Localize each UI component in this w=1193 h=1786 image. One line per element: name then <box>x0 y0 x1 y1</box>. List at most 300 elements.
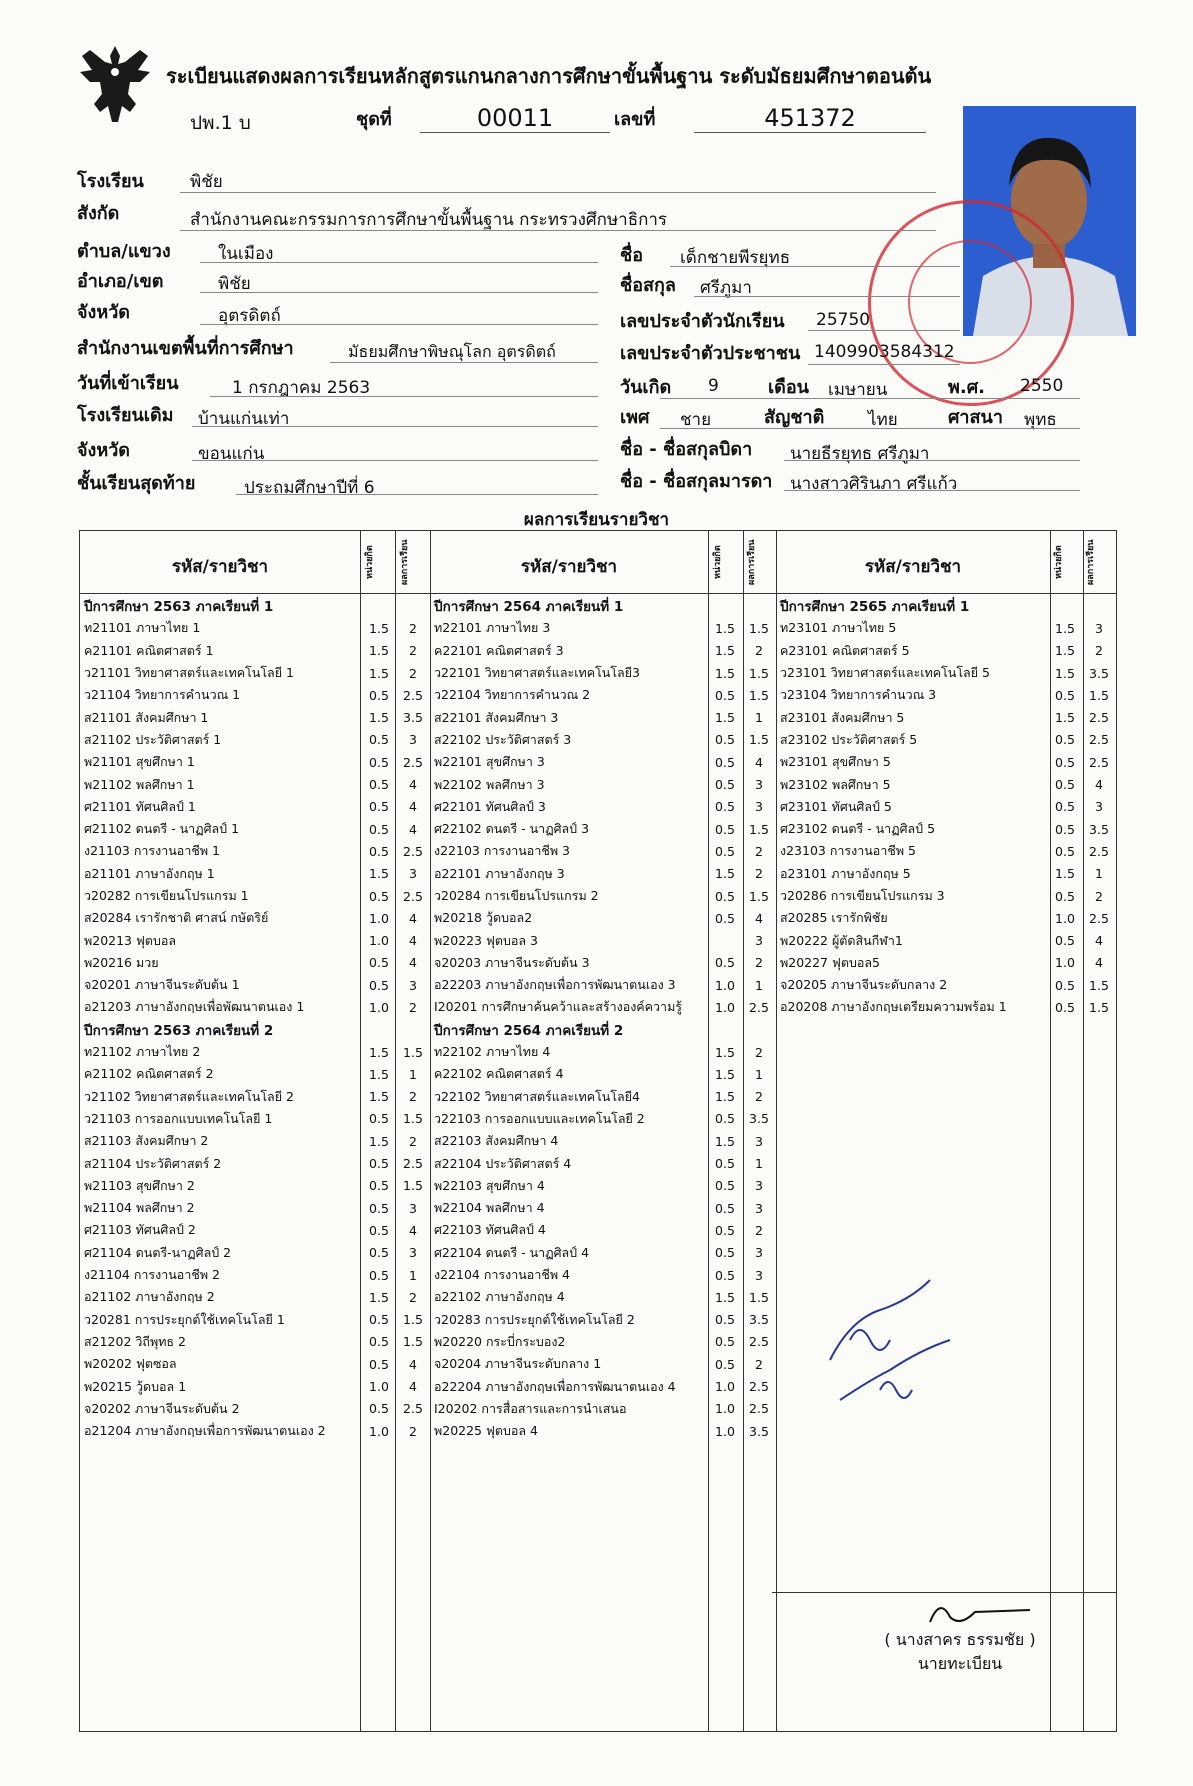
subject-name: ศ21103 ทัศนศิลป์ 2 <box>84 1222 196 1238</box>
subject-grade: 3 <box>755 933 763 949</box>
subject-grade: 2.5 <box>403 1401 423 1417</box>
subject-name: ศ21104 ดนตรี-นาฏศิลป์ 2 <box>84 1244 232 1260</box>
subject-credit: 1.0 <box>369 999 389 1015</box>
subject-row <box>434 974 776 996</box>
credit-header-3: หน่วยกิต <box>1054 545 1064 579</box>
subject-grade: 2 <box>755 643 763 659</box>
subject-credit: 1.5 <box>715 665 735 681</box>
subject-name: อ22102 ภาษาอังกฤษ 4 <box>434 1289 565 1305</box>
subject-row <box>434 1152 776 1174</box>
subject-row <box>84 818 430 840</box>
subject-credit: 0.5 <box>369 799 389 815</box>
subject-grade: 1.5 <box>749 620 769 636</box>
subject-grade: 1 <box>755 1066 763 1082</box>
subject-name: ง23103 การงานอาชีพ 5 <box>780 843 916 859</box>
subject-credit: 0.5 <box>369 777 389 793</box>
subject-name: ส22102 ประวัติศาสตร์ 3 <box>434 731 572 747</box>
subject-name: ง21104 การงานอาชีพ 2 <box>84 1267 220 1283</box>
subject-credit: 1.5 <box>369 866 389 882</box>
subject-grade: 2 <box>755 955 763 971</box>
subject-grade: 4 <box>1095 933 1103 949</box>
subject-credit: 0.5 <box>369 1356 389 1372</box>
subject-credit: 1.5 <box>715 1066 735 1082</box>
subject-row <box>434 1353 776 1375</box>
subject-name: ศ22104 ดนตรี - นาฏศิลป์ 4 <box>434 1244 590 1260</box>
registrar-role: นายทะเบียน <box>917 1654 1003 1673</box>
subject-row <box>434 1086 776 1108</box>
subject-row <box>434 1420 776 1442</box>
subject-name: พ20225 ฟุตบอล 4 <box>434 1423 538 1439</box>
subject-row <box>84 640 430 662</box>
subject-row <box>780 662 1116 684</box>
subject-credit: 1.5 <box>715 620 735 636</box>
number-label: เลขที่ <box>614 109 656 130</box>
surname-label: ชื่อสกุล <box>620 275 676 296</box>
affiliation-label: สังกัด <box>77 203 120 224</box>
subject-grade: 1.5 <box>403 1178 423 1194</box>
results-column-1 <box>84 595 430 1442</box>
subject-row <box>780 617 1116 639</box>
subject-grade: 3 <box>409 732 417 748</box>
subject-credit: 0.5 <box>715 955 735 971</box>
subject-name: ส21101 สังคมศึกษา 1 <box>84 709 209 725</box>
subject-name: ว21101 วิทยาศาสตร์และเทคโนโลยี 1 <box>84 665 294 681</box>
subject-credit: 1.5 <box>715 710 735 726</box>
subject-row <box>84 840 430 862</box>
subject-grade: 2 <box>409 1133 417 1149</box>
citizen-id-label: เลขประจำตัวประชาชน <box>620 343 801 364</box>
subject-grade: 3 <box>1095 620 1103 636</box>
subject-row <box>84 1420 430 1442</box>
subject-grade: 1.5 <box>403 1111 423 1127</box>
subject-credit: 1.5 <box>1055 643 1075 659</box>
subject-credit: 0.5 <box>1055 843 1075 859</box>
subject-grade: 2.5 <box>403 888 423 904</box>
subject-name: จ20201 ภาษาจีนระดับต้น 1 <box>84 977 240 993</box>
subject-row <box>84 907 430 929</box>
amphoe-value: พิชัย <box>218 274 251 294</box>
subject-name: พ21103 สุขศึกษา 2 <box>84 1177 195 1193</box>
subject-credit: 1.5 <box>369 1089 389 1105</box>
subject-credit: 0.5 <box>715 843 735 859</box>
student-id-label: เลขประจำตัวนักเรียน <box>620 311 785 332</box>
subject-name: ส22101 สังคมศึกษา 3 <box>434 709 559 725</box>
subject-row <box>780 751 1116 773</box>
subject-credit: 0.5 <box>715 1156 735 1172</box>
subject-row <box>84 1286 430 1308</box>
subject-row <box>434 952 776 974</box>
subject-header-3: รหัส/รายวิชา <box>864 557 962 577</box>
subject-credit: 0.5 <box>715 687 735 703</box>
subject-grade: 1.5 <box>749 732 769 748</box>
subject-grade: 1 <box>755 710 763 726</box>
subject-name: พ20218 วู้ดบอล2 <box>434 910 533 926</box>
subject-credit: 1.0 <box>369 910 389 926</box>
subject-header-1: รหัส/รายวิชา <box>171 557 269 577</box>
subject-grade: 2 <box>409 620 417 636</box>
subject-row <box>434 773 776 795</box>
subject-credit: 0.5 <box>715 910 735 926</box>
subject-grade: 3 <box>755 1200 763 1216</box>
subject-name: ส21202 วิถีพุทธ 2 <box>84 1333 186 1349</box>
area-label: สำนักงานเขตพื้นที่การศึกษา <box>77 338 294 359</box>
subject-credit: 1.5 <box>715 1089 735 1105</box>
subject-name: ค22102 คณิตศาสตร์ 4 <box>434 1066 564 1082</box>
subject-credit: 1.5 <box>1055 620 1075 636</box>
subject-credit: 0.5 <box>715 754 735 770</box>
sex-value: ชาย <box>680 410 712 430</box>
subject-row <box>780 773 1116 795</box>
subject-credit: 1.0 <box>369 933 389 949</box>
subject-credit: 0.5 <box>715 777 735 793</box>
birth-year-label: พ.ศ. <box>948 377 985 398</box>
subject-grade: 1.5 <box>403 1044 423 1060</box>
subject-credit: 1.0 <box>715 1423 735 1439</box>
subject-grade: 3 <box>409 1200 417 1216</box>
subject-credit: 0.5 <box>369 1200 389 1216</box>
subject-grade: 1.5 <box>1089 977 1109 993</box>
subject-name: ค21101 คณิตศาสตร์ 1 <box>84 642 214 658</box>
subject-grade: 2 <box>755 1222 763 1238</box>
subject-grade: 2.5 <box>749 1379 769 1395</box>
subject-name: ส22104 ประวัติศาสตร์ 4 <box>434 1155 572 1171</box>
subject-name: ส22103 สังคมศึกษา 4 <box>434 1133 559 1149</box>
subject-row <box>434 1197 776 1219</box>
subject-grade: 4 <box>755 754 763 770</box>
subject-name: พ21101 สุขศึกษา 1 <box>84 754 195 770</box>
subject-row <box>434 929 776 951</box>
results-column-2 <box>434 595 776 1442</box>
subject-credit: 0.5 <box>369 1401 389 1417</box>
subject-grade: 4 <box>409 1356 417 1372</box>
subject-credit: 1.5 <box>715 866 735 882</box>
subject-name: ว22103 การออกแบบและเทคโนโลยี 2 <box>434 1110 645 1126</box>
set-number: 00011 <box>420 104 610 133</box>
subject-name: ว21104 วิทยาการคำนวณ 1 <box>84 687 241 703</box>
subject-credit: 1.0 <box>715 999 735 1015</box>
subject-name: ศ21101 ทัศนศิลป์ 1 <box>84 798 196 814</box>
subject-name: พ21102 พลศึกษา 1 <box>84 776 195 792</box>
subject-credit: 0.5 <box>1055 732 1075 748</box>
grade-header-2: ผลการเรียน <box>747 539 757 585</box>
subject-name: จ20203 ภาษาจีนระดับต้น 3 <box>434 954 590 970</box>
subject-name: พ20220 กระบี่กระบอง2 <box>434 1333 566 1349</box>
subject-name: ว20281 การประยุกต์ใช้เทคโนโลยี 1 <box>84 1311 285 1327</box>
subject-credit: 0.5 <box>1055 933 1075 949</box>
subject-credit: 1.5 <box>369 1044 389 1060</box>
subject-name: ว20282 การเขียนโปรแกรม 1 <box>84 888 249 903</box>
subject-credit: 1.5 <box>715 1133 735 1149</box>
subject-name: ว20283 การประยุกต์ใช้เทคโนโลยี 2 <box>434 1311 635 1327</box>
subject-name: ง22104 การงานอาชีพ 4 <box>434 1267 570 1283</box>
subject-row <box>780 729 1116 751</box>
subject-credit: 1.0 <box>1055 910 1075 926</box>
subject-grade: 1.5 <box>749 888 769 904</box>
subject-grade: 2 <box>755 1356 763 1372</box>
subject-grade: 2.5 <box>403 1156 423 1172</box>
subject-grade: 1 <box>755 977 763 993</box>
subject-credit: 0.5 <box>369 1334 389 1350</box>
subject-name: อ21101 ภาษาอังกฤษ 1 <box>84 865 215 881</box>
subject-credit: 0.5 <box>369 1156 389 1172</box>
subject-grade: 1.5 <box>749 821 769 837</box>
subject-credit: 0.5 <box>369 821 389 837</box>
subject-row <box>84 885 430 907</box>
subject-grade: 2 <box>755 1044 763 1060</box>
subject-name: ว23104 วิทยาการคำนวณ 3 <box>780 687 937 703</box>
subject-grade: 2.5 <box>749 1334 769 1350</box>
school-label: โรงเรียน <box>77 171 144 192</box>
subject-row <box>434 1398 776 1420</box>
subject-grade: 3 <box>755 799 763 815</box>
subject-grade: 3 <box>409 1245 417 1261</box>
subject-row <box>84 1353 430 1375</box>
subject-credit: 0.5 <box>369 687 389 703</box>
subject-row <box>84 1152 430 1174</box>
subject-grade: 2.5 <box>749 1401 769 1417</box>
subject-grade: 2.5 <box>403 754 423 770</box>
subject-row <box>434 863 776 885</box>
subject-name: ว20286 การเขียนโปรแกรม 3 <box>780 888 945 903</box>
subject-name: ท21101 ภาษาไทย 1 <box>84 620 201 636</box>
subject-row <box>84 1063 430 1085</box>
subject-grade: 3 <box>409 977 417 993</box>
subject-grade: 1 <box>409 1066 417 1082</box>
subject-row <box>434 996 776 1018</box>
grade-header-3: ผลการเรียน <box>1086 539 1096 585</box>
subject-credit: 1.5 <box>369 1133 389 1149</box>
subject-credit: 0.5 <box>1055 821 1075 837</box>
subject-credit: 1.5 <box>715 1289 735 1305</box>
school-value: พิชัย <box>190 172 223 192</box>
subject-grade: 4 <box>409 1222 417 1238</box>
subject-name: ศ22101 ทัศนศิลป์ 3 <box>434 798 546 814</box>
subject-grade: 1.5 <box>403 1334 423 1350</box>
credit-header-1: หน่วยกิต <box>365 545 375 579</box>
subject-credit: 1.5 <box>369 620 389 636</box>
subject-row <box>780 796 1116 818</box>
subject-name: ค21102 คณิตศาสตร์ 2 <box>84 1066 214 1082</box>
subject-grade: 4 <box>409 799 417 815</box>
subject-row <box>84 751 430 773</box>
subject-name: ส23101 สังคมศึกษา 5 <box>780 709 905 725</box>
entry-date-label: วันที่เข้าเรียน <box>77 373 179 394</box>
subject-name: ส21104 ประวัติศาสตร์ 2 <box>84 1155 222 1171</box>
name-value: เด็กชายพีรยุทธ <box>680 248 791 268</box>
subject-grade: 3.5 <box>1089 665 1109 681</box>
subject-credit: 0.5 <box>1055 754 1075 770</box>
subject-row <box>434 1264 776 1286</box>
subject-name: ง21103 การงานอาชีพ 1 <box>84 843 220 859</box>
subject-row <box>434 662 776 684</box>
subject-name: พ22101 สุขศึกษา 3 <box>434 754 545 770</box>
subject-row <box>434 885 776 907</box>
subject-credit: 0.5 <box>369 977 389 993</box>
subject-credit: 0.5 <box>715 821 735 837</box>
subject-name: ศ23101 ทัศนศิลป์ 5 <box>780 798 892 814</box>
subject-name: ส20284 เรารักชาติ ศาสน์ กษัตริย์ <box>84 910 269 926</box>
subject-name: ศ23102 ดนตรี - นาฏศิลป์ 5 <box>780 821 936 837</box>
subject-row <box>780 929 1116 951</box>
subject-credit: 0.5 <box>1055 777 1075 793</box>
subject-row <box>84 1375 430 1397</box>
subject-row <box>434 1331 776 1353</box>
subject-row <box>84 706 430 728</box>
subject-grade: 1 <box>1095 866 1103 882</box>
subject-row <box>84 1108 430 1130</box>
subject-row <box>84 1130 430 1152</box>
subject-credit: 0.5 <box>1055 999 1075 1015</box>
subject-grade: 3 <box>755 1178 763 1194</box>
subject-credit: 0.5 <box>715 1245 735 1261</box>
subject-row <box>434 1375 776 1397</box>
subject-credit: 0.5 <box>369 732 389 748</box>
subject-credit: 0.5 <box>715 1356 735 1372</box>
subject-name: พ20227 ฟุตบอล5 <box>780 954 880 970</box>
subject-grade: 2.5 <box>1089 754 1109 770</box>
subject-name: อ22204 ภาษาอังกฤษเพื่อการพัฒนาตนเอง 4 <box>434 1378 676 1394</box>
subject-credit: 0.5 <box>715 1222 735 1238</box>
subject-row <box>84 1197 430 1219</box>
subject-credit: 0.5 <box>369 1245 389 1261</box>
province-value: อุตรดิตถ์ <box>218 306 281 326</box>
subject-credit: 1.0 <box>715 1379 735 1395</box>
subject-credit: 0.5 <box>715 1200 735 1216</box>
subject-name: พ23102 พลศึกษา 5 <box>780 776 891 792</box>
subject-name: ว22101 วิทยาศาสตร์และเทคโนโลยี3 <box>434 665 640 681</box>
subject-grade: 2 <box>409 999 417 1015</box>
subject-name: ส20285 เรารักพิชัย <box>780 910 888 926</box>
amphoe-label: อำเภอ/เขต <box>77 271 164 292</box>
subject-name: อ23101 ภาษาอังกฤษ 5 <box>780 865 911 881</box>
subject-name: พ22102 พลศึกษา 3 <box>434 776 545 792</box>
subject-grade: 1.5 <box>1089 687 1109 703</box>
subject-credit: 0.5 <box>369 888 389 904</box>
term-heading: ปีการศึกษา 2564 ภาคเรียนที่ 2 <box>434 1022 624 1039</box>
subject-grade: 2 <box>755 843 763 859</box>
subject-grade: 2 <box>409 665 417 681</box>
subject-name: อ21203 ภาษาอังกฤษเพื่อพัฒนาตนเอง 1 <box>84 999 305 1015</box>
subject-name: จ20202 ภาษาจีนระดับต้น 2 <box>84 1400 240 1416</box>
subject-credit: 1.5 <box>1055 866 1075 882</box>
subject-row <box>84 773 430 795</box>
subject-credit: 1.5 <box>369 1289 389 1305</box>
subject-credit: 0.5 <box>1055 799 1075 815</box>
subject-grade: 3.5 <box>403 710 423 726</box>
subject-grade: 2 <box>755 866 763 882</box>
subject-name: I20202 การสื่อสารและการนำเสนอ <box>434 1400 627 1416</box>
subject-name: ส21103 สังคมศึกษา 2 <box>84 1133 209 1149</box>
subject-row <box>84 863 430 885</box>
subject-row <box>780 863 1116 885</box>
previous-province-value: ขอนแก่น <box>198 444 265 464</box>
subject-name: ว20284 การเขียนโปรแกรม 2 <box>434 888 599 903</box>
subject-credit: 0.5 <box>715 1267 735 1283</box>
subject-row <box>434 1063 776 1085</box>
entry-date-value: 1 กรกฎาคม 2563 <box>232 378 371 398</box>
subject-credit: 0.5 <box>369 1178 389 1194</box>
term-heading: ปีการศึกษา 2564 ภาคเรียนที่ 1 <box>434 599 624 616</box>
subject-row <box>434 617 776 639</box>
subject-name: ว21103 การออกแบบเทคโนโลยี 1 <box>84 1110 273 1126</box>
subject-name: ว22104 วิทยาการคำนวณ 2 <box>434 687 591 703</box>
subject-grade: 1 <box>755 1156 763 1172</box>
term-heading: ปีการศึกษา 2563 ภาคเรียนที่ 2 <box>84 1022 274 1039</box>
birth-month-label: เดือน <box>768 377 809 398</box>
subject-row <box>780 640 1116 662</box>
subject-row <box>780 974 1116 996</box>
subject-row <box>84 1086 430 1108</box>
subject-row <box>780 952 1116 974</box>
subject-name: I20201 การศึกษาค้นคว้าและสร้างองค์ความรู้ <box>434 999 683 1015</box>
subject-grade: 2.5 <box>1089 710 1109 726</box>
subject-credit: 1.5 <box>715 1044 735 1060</box>
affiliation-value: สำนักงานคณะกรรมการการศึกษาขั้นพื้นฐาน กระทรวงศึกษาธิการ <box>190 210 668 230</box>
subject-credit: 0.5 <box>369 955 389 971</box>
subject-name: อ22203 ภาษาอังกฤษเพื่อการพัฒนาตนเอง 3 <box>434 977 676 993</box>
subject-row <box>434 840 776 862</box>
subject-grade: 1.5 <box>1089 999 1109 1015</box>
subject-row <box>780 818 1116 840</box>
previous-school-value: บ้านแก่นเท่า <box>198 409 290 429</box>
subject-grade: 2 <box>409 643 417 659</box>
subject-name: พ22103 สุขศึกษา 4 <box>434 1177 545 1193</box>
subject-grade: 3 <box>409 866 417 882</box>
subject-row <box>84 662 430 684</box>
set-label: ชุดที่ <box>356 109 392 130</box>
subject-row <box>780 885 1116 907</box>
subject-row <box>84 929 430 951</box>
subject-credit: 0.5 <box>1055 888 1075 904</box>
previous-province-label: จังหวัด <box>77 440 130 461</box>
subject-credit: 0.5 <box>715 888 735 904</box>
religion-value: พุทธ <box>1024 410 1057 430</box>
subject-row <box>84 684 430 706</box>
mother-value: นางสาวศิรินภา ศรีแก้ว <box>790 474 958 494</box>
tambon-value: ในเมือง <box>218 244 274 264</box>
subject-row <box>434 684 776 706</box>
results-section-title: ผลการเรียนรายวิชา <box>523 510 670 530</box>
subject-name: พ22104 พลศึกษา 4 <box>434 1200 545 1216</box>
subject-row <box>780 840 1116 862</box>
subject-name: ศ21102 ดนตรี - นาฏศิลป์ 1 <box>84 821 240 837</box>
subject-credit: 1.0 <box>715 977 735 993</box>
nationality-label: สัญชาติ <box>764 407 825 428</box>
subject-credit: 1.5 <box>1055 665 1075 681</box>
subject-row <box>434 1041 776 1063</box>
subject-credit: 1.5 <box>369 1066 389 1082</box>
birth-day-label: วันเกิด <box>620 377 672 398</box>
subject-name: พ20213 ฟุตบอล <box>84 932 177 948</box>
subject-row <box>434 1219 776 1241</box>
subject-credit: 0.5 <box>369 754 389 770</box>
subject-grade: 3 <box>755 777 763 793</box>
subject-name: ศ22103 ทัศนศิลป์ 4 <box>434 1222 546 1238</box>
term-heading: ปีการศึกษา 2565 ภาคเรียนที่ 1 <box>780 599 970 616</box>
subject-credit: 0.5 <box>369 1111 389 1127</box>
subject-row <box>84 796 430 818</box>
subject-row <box>84 729 430 751</box>
handwritten-note <box>790 1240 990 1440</box>
subject-grade: 1.5 <box>749 1289 769 1305</box>
subject-row <box>84 617 430 639</box>
sex-label: เพศ <box>620 407 650 428</box>
subject-grade: 3.5 <box>749 1111 769 1127</box>
subject-name: พ20216 มวย <box>84 954 159 970</box>
birth-month-value: เมษายน <box>828 380 888 400</box>
subject-credit: 0.5 <box>715 1312 735 1328</box>
last-grade-value: ประถมศึกษาปีที่ 6 <box>244 478 375 498</box>
